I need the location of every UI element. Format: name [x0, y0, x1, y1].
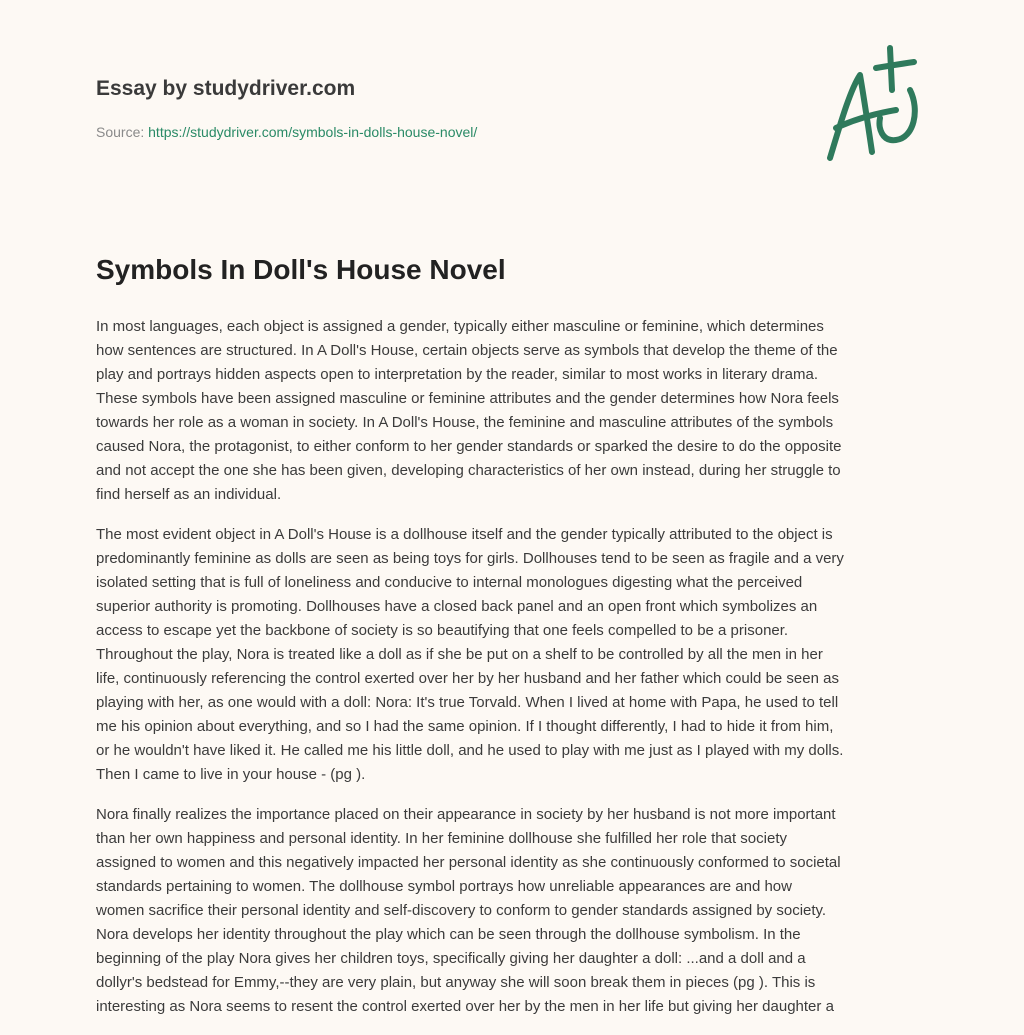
paragraph-line: life, continuously referencing the control exerted over her by her husband and her father which could be seen as	[96, 670, 839, 687]
paragraph-line: Then I came to live in your house - (pg ).	[96, 766, 366, 783]
essay-body	[96, 315, 936, 1035]
paragraph-line: Nora develops her identity throughout the play which can be seen through the dollhouse symbolism. In the	[96, 926, 801, 943]
paragraph-line: Throughout the play, Nora is treated like a doll as if she be put on a shelf to be controlled by all the men in her	[96, 646, 823, 663]
paragraph-line: access to escape yet the backbone of society is so beautifying that one feels compelled to be a prisoner.	[96, 622, 789, 639]
paragraph-line: how sentences are structured. In A Doll's House, certain objects serve as symbols that develop the theme of the	[96, 342, 838, 359]
paragraph-line: me his opinion about everything, and so I had the same opinion. If I thought differently, I had to hide it from him,	[96, 718, 834, 735]
source-line	[96, 124, 477, 140]
paragraph-line: and not accept the one she has been given, developing characteristics of her own instead, during her struggle to	[96, 462, 841, 479]
essay-paragraph	[96, 523, 936, 787]
paragraph-line: playing with her, as one would with a doll: Nora: It's true Torvald. When I lived at home with Papa, he used to tell	[96, 694, 839, 711]
paragraph-line: isolated setting that is full of loneliness and conducive to internal monologues digesting what the perceived	[96, 574, 803, 591]
paragraph-line: In most languages, each object is assigned a gender, typically either masculine or feminine, which determines	[96, 318, 824, 335]
paragraph-line: caused Nora, the protagonist, to either conform to her gender standards or sparked the desire to do the opposite	[96, 438, 842, 455]
paragraph-line: dollyr's bedstead for Emmy,--they are very plain, but anyway she will soon break them in pieces (pg ). This is	[96, 974, 816, 991]
source-label: Source:	[96, 124, 145, 140]
paragraph-line: interesting as Nora seems to resent the control exerted over her by the men in her life but giving her daughter a	[96, 998, 834, 1015]
paragraph-line: towards her role as a woman in society. In A Doll's House, the feminine and masculine attributes of the symbols	[96, 414, 834, 431]
paragraph-line: assigned to women and this negatively impacted her personal identity as she continuously conformed to societal	[96, 854, 841, 871]
paragraph-line: play and portrays hidden aspects open to interpretation by the reader, similar to most works in literary drama.	[96, 366, 819, 383]
paragraph-line: find herself as an individual.	[96, 486, 282, 503]
paragraph-line: predominantly feminine as dolls are seen as being toys for girls. Dollhouses tend to be seen as fragile and a very	[96, 550, 844, 567]
paragraph-line: Nora finally realizes the importance placed on their appearance in society by her husband is not more important	[96, 806, 836, 823]
source-link[interactable]: https://studydriver.com/symbols-in-dolls-house-novel/	[148, 124, 478, 140]
paragraph-line: women sacrifice their personal identity and self-discovery to conform to gender standards assigned by society.	[96, 902, 827, 919]
essay-title: Symbols In Doll's House Novel	[96, 254, 506, 285]
paragraph-line: superior authority is promoting. Dollhouses have a closed back panel and an open front which symbolizes an	[96, 598, 818, 615]
a-plus-logo-icon	[818, 40, 928, 165]
essay-paragraph	[96, 803, 936, 1019]
site-title: Essay by studydriver.com	[96, 77, 356, 100]
essay-paragraph	[96, 315, 936, 507]
paragraph-line: These symbols have been assigned masculine or feminine attributes and the gender determines how Nora feels	[96, 390, 839, 407]
paragraph-line: or he wouldn't have liked it. He called me his little doll, and he used to play with me just as I played with my dolls.	[96, 742, 844, 759]
paragraph-line: standards pertaining to women. The dollhouse symbol portrays how unreliable appearances are and how	[96, 878, 792, 895]
paragraph-line: The most evident object in A Doll's House is a dollhouse itself and the gender typically attributed to the object is	[96, 526, 833, 543]
paragraph-line: beginning of the play Nora gives her children toys, specifically giving her daughter a doll: ...and a doll and a	[96, 950, 806, 967]
paragraph-line: than her own happiness and personal identity. In her feminine dollhouse she fulfilled her role that society	[96, 830, 787, 847]
